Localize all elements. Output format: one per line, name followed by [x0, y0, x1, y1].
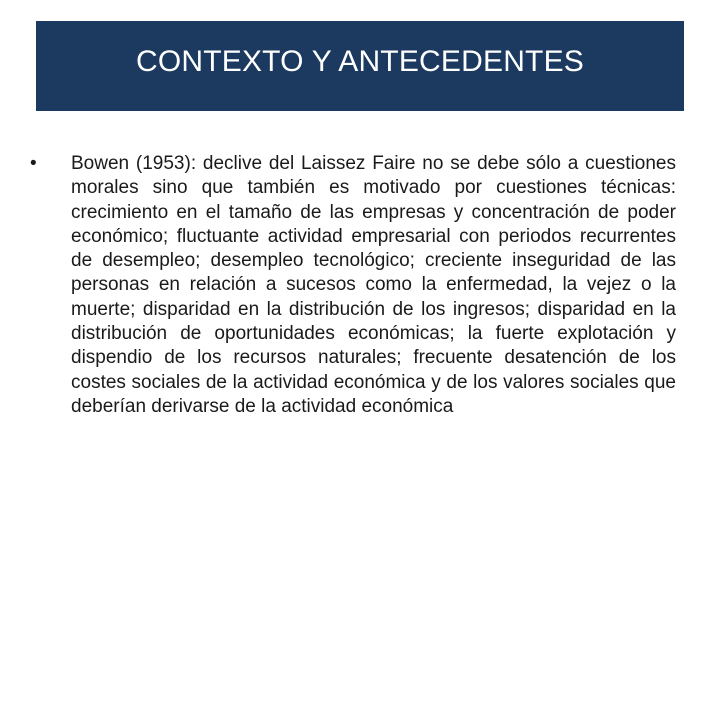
title-banner	[36, 21, 684, 111]
slide-title: CONTEXTO Y ANTECEDENTES	[135, 45, 585, 78]
bullet-marker: •	[30, 153, 37, 174]
bullet-item	[30, 152, 676, 419]
bullet-text: Bowen (1953): declive del Laissez Faire no se debe sólo a cuestiones morales sino que también es motivado por cuestiones técnicas: crecimiento en el tamaño de las empresas y concentración de poder económico; fluctuante actividad empresarial con periodos recurrentes de desempleo; desempleo tecnológico; creciente inseguridad de las personas en relación a sucesos como la enfermedad, la vejez o la muerte; disparidad en la distribución de los ingresos; disparidad en la distribución de oportunidades económicas; la fuerte explotación y dispendio de los recursos naturales; frecuente desatención de los costes sociales de la actividad económica y de los valores sociales que deberían derivarse de la actividad económica	[71, 153, 676, 417]
bullet-list	[30, 152, 676, 419]
